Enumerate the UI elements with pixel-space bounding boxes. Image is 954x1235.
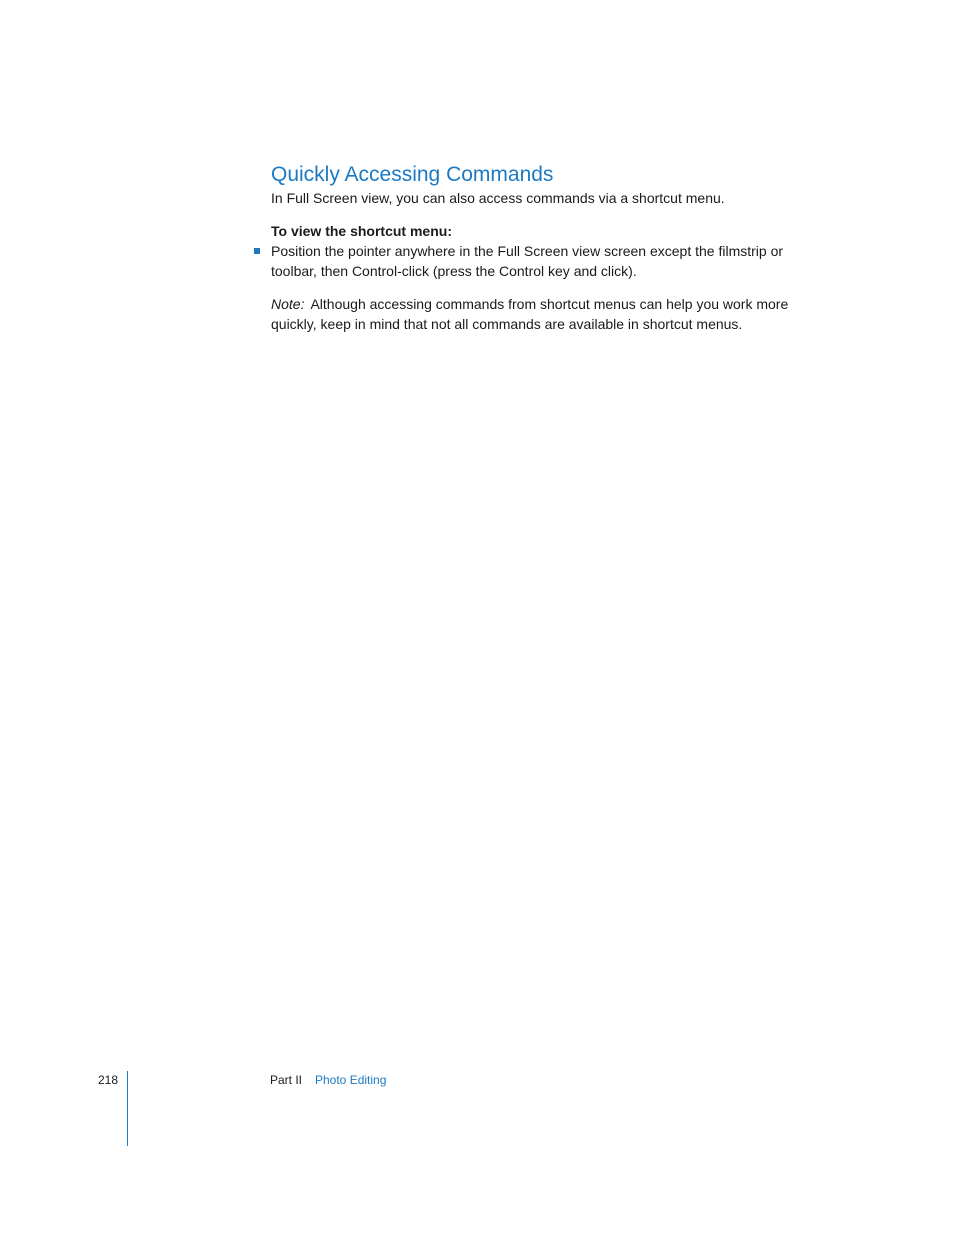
footer-part-title: Photo Editing	[315, 1073, 387, 1087]
note-paragraph	[271, 294, 831, 334]
bullet-square-icon	[254, 248, 260, 254]
footer-divider	[127, 1071, 128, 1146]
footer-part-label: Part II	[270, 1073, 303, 1087]
note-label: Note:	[271, 296, 305, 312]
note-text: Although accessing commands from shortcut menus can help you work more quickly, keep in mind that not all commands are available in shortcut menus.	[271, 296, 789, 332]
section-title: Quickly Accessing Commands	[271, 163, 554, 186]
task-step: Position the pointer anywhere in the Full Screen view screen except the filmstrip or toolbar, then Control-click (press the Control key and click).	[271, 243, 784, 279]
task-heading: To view the shortcut menu:	[271, 223, 452, 239]
intro-paragraph: In Full Screen view, you can also access commands via a shortcut menu.	[271, 190, 725, 206]
page-number: 218	[98, 1073, 119, 1087]
